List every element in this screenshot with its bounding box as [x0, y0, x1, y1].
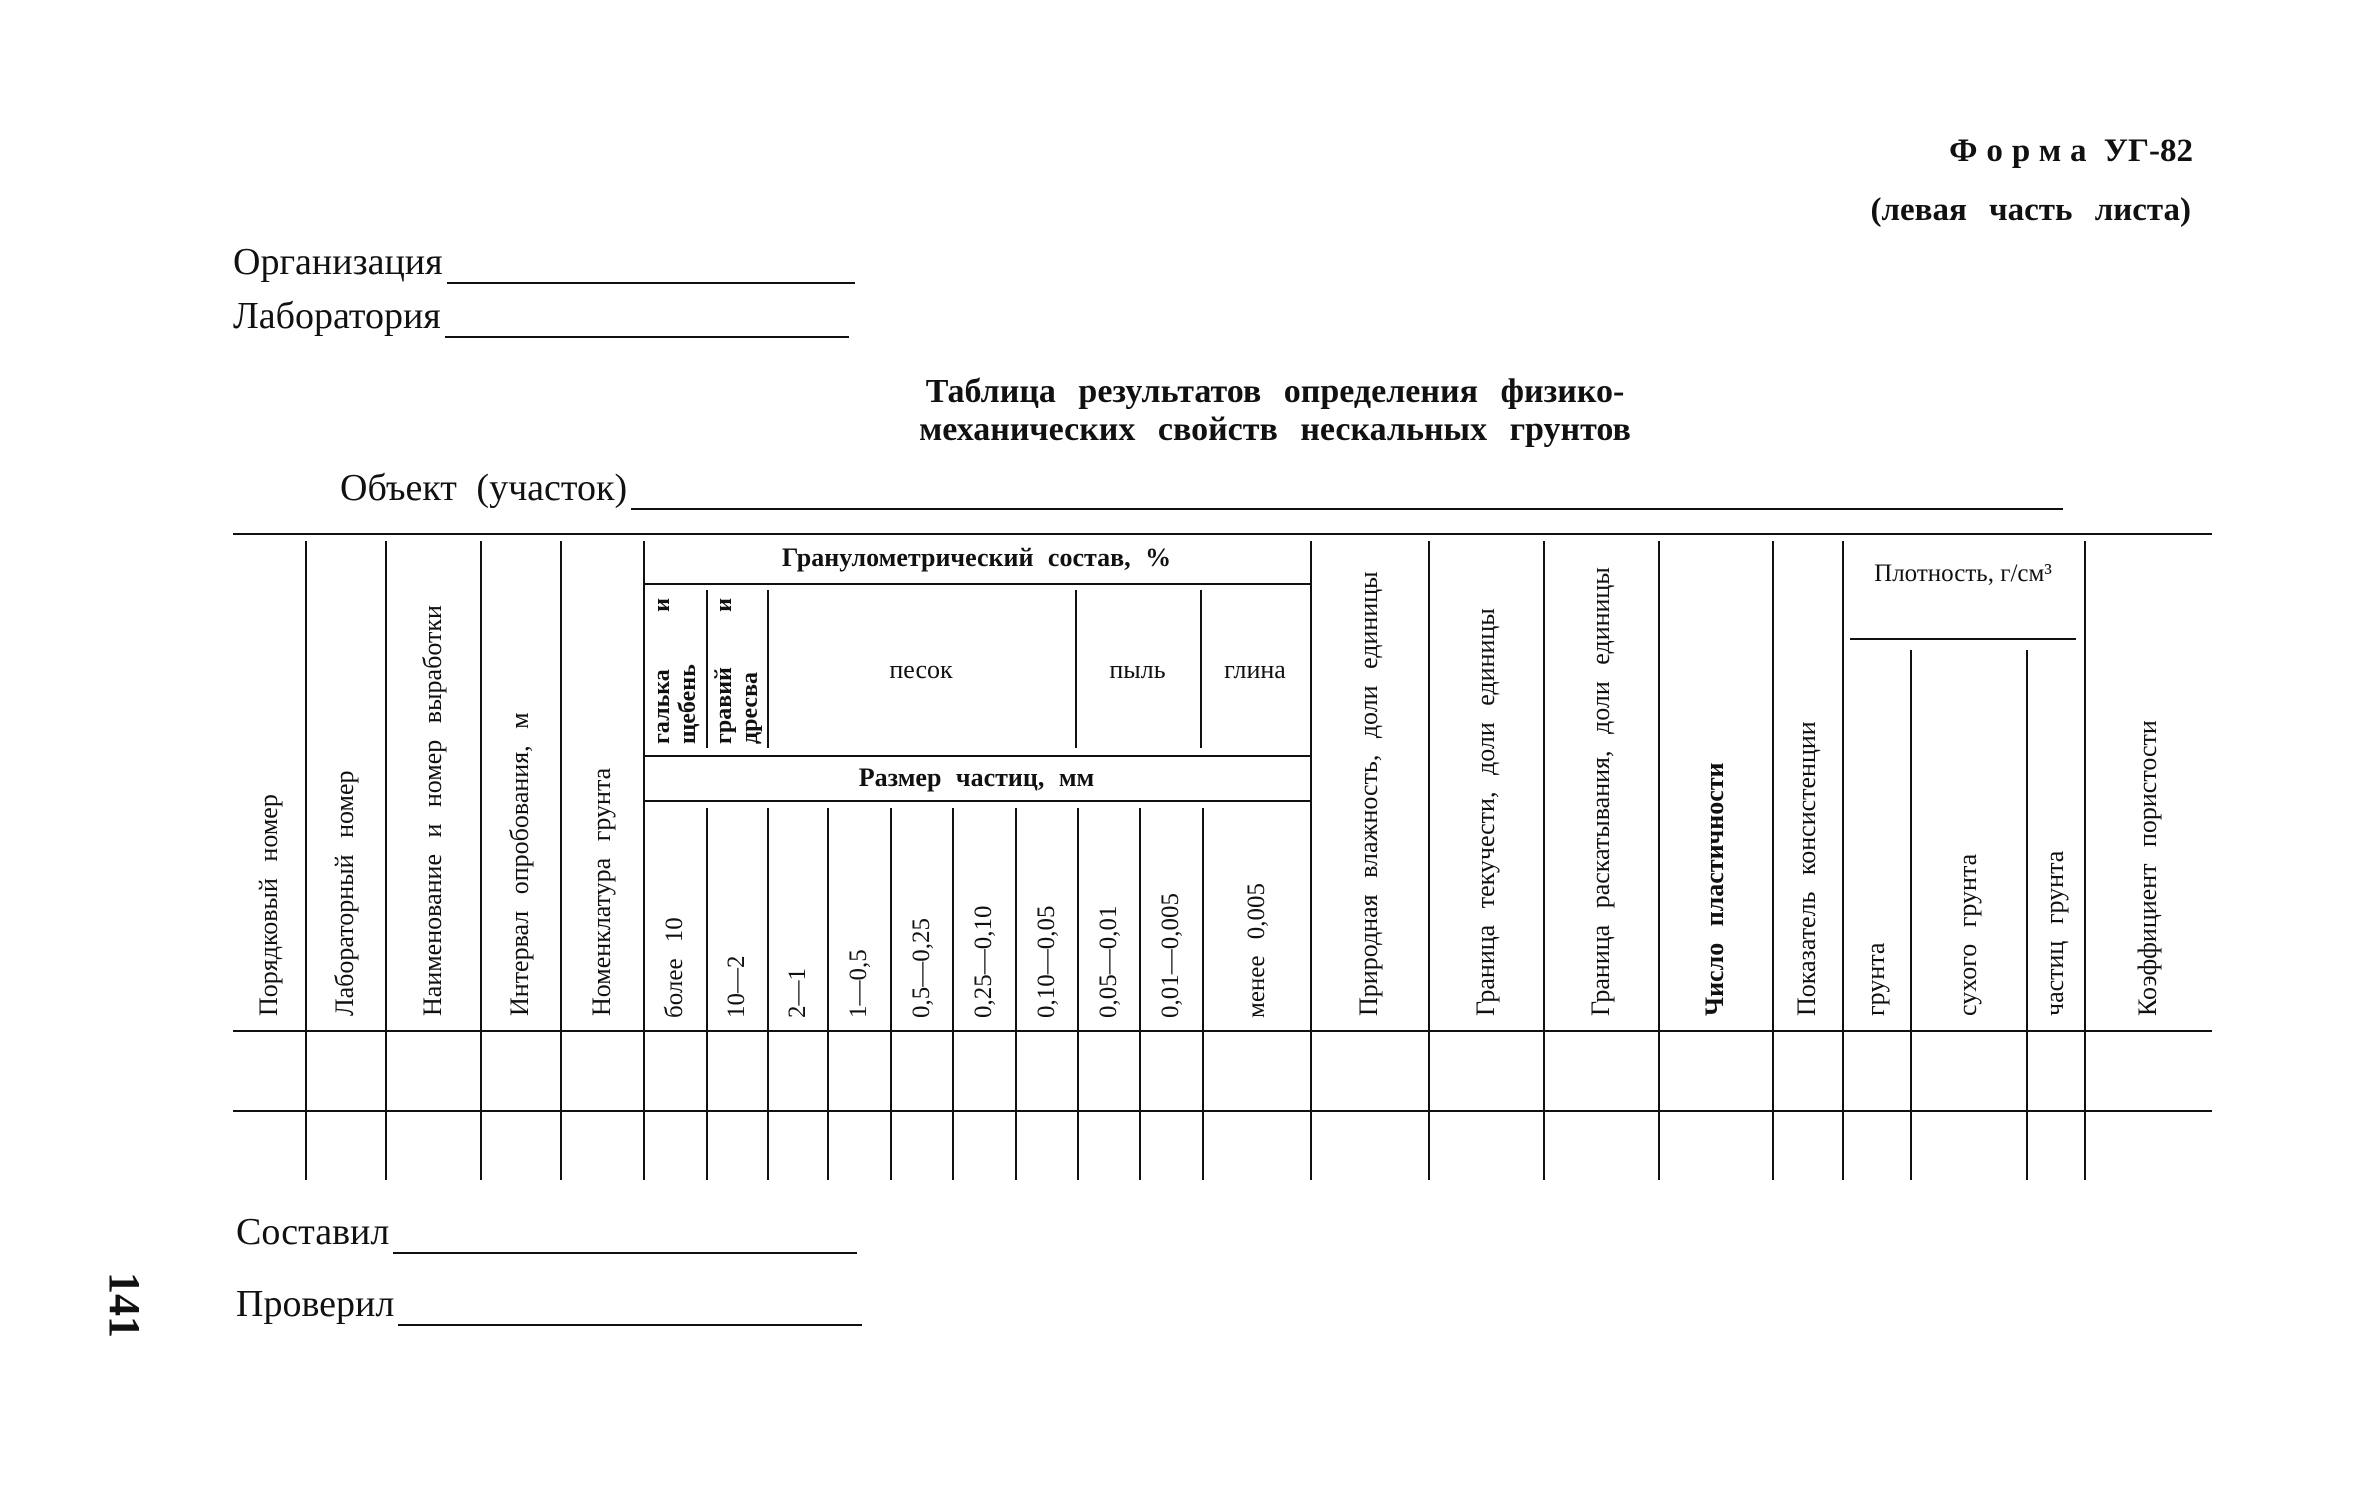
col-interval-label: Интервал опробования, м [505, 712, 534, 1016]
page-number: 141 [100, 1272, 149, 1338]
size-label-8-cell [1139, 808, 1202, 1026]
size-label-0-cell [643, 808, 706, 1026]
size-label-9: менее 0,005 [1242, 883, 1270, 1018]
col-plasticity-label-cell [1658, 543, 1772, 1024]
form-code [1949, 133, 2193, 170]
col-consistency-label-cell [1772, 543, 1842, 1024]
title-line-2: механических свойств нескальных грунтов [919, 411, 1631, 448]
density-header-rule [1850, 638, 2076, 640]
col-moisture-label-cell [1310, 543, 1428, 1024]
size-label-7: 0,05—0,01 [1094, 905, 1122, 1018]
size-label-4: 0,5—0,25 [907, 918, 935, 1018]
density-soil-label-cell [1842, 650, 1910, 1024]
object-input-line[interactable] [631, 478, 2063, 510]
col-liquid-label-cell [1428, 543, 1543, 1024]
clay-label: глина [1224, 655, 1286, 684]
laboratory-field [233, 294, 849, 338]
size-label-9-cell [1202, 808, 1310, 1026]
sand-label: песок [889, 655, 953, 684]
col-moisture-label: Природная влажность, доли единицы [1354, 571, 1383, 1016]
col-consistency-label: Показатель консистенции [1792, 721, 1821, 1016]
size-label-3: 1—0,5 [845, 949, 872, 1018]
size-label-1-cell [706, 808, 767, 1026]
size-label-2: 2—1 [783, 968, 811, 1018]
size-label-8: 0,01—0,005 [1157, 893, 1184, 1018]
col-serial-label: Порядковый номер [254, 794, 283, 1016]
size-label-4-cell [890, 808, 952, 1026]
col-interval-label-cell [480, 543, 560, 1024]
laboratory-label: Лаборатория [233, 295, 441, 337]
col-nomenclature-label-cell [560, 543, 643, 1024]
size-label-3-cell [827, 808, 890, 1026]
col-plastic-label-cell [1543, 543, 1658, 1024]
gravel-label-cell [706, 590, 767, 752]
object-label: Объект (участок) [340, 467, 628, 509]
compiled-by-label: Составил [236, 1211, 390, 1253]
size-label-5: 0,25—0,10 [970, 905, 997, 1018]
col-nomenclature-label: Номенклатура грунта [586, 767, 616, 1016]
col-name-label-cell [385, 543, 480, 1024]
pebble-label-cell [643, 590, 706, 752]
col-porosity-label: Коэффициент пористости [2133, 720, 2162, 1016]
col-serial-label-cell [233, 543, 305, 1024]
density-soil-label: грунта [1861, 942, 1890, 1016]
checked-by-field [236, 1282, 862, 1326]
gravel-label: гравий и дресва [710, 598, 763, 744]
laboratory-input-line[interactable] [445, 306, 849, 338]
pebble-label: галька и щебень [648, 598, 701, 744]
col-liquid-label: Граница текучести, доли единицы [1470, 608, 1500, 1016]
col-lab-label-cell [305, 543, 385, 1024]
size-label-7-cell [1077, 808, 1139, 1026]
density-particles-label: частиц грунта [2040, 850, 2069, 1016]
form-code-word: Форма [1949, 133, 2096, 169]
col-lab-label: Лабораторный номер [330, 770, 359, 1016]
size-label-1: 10—2 [723, 955, 750, 1018]
particle-size-label: Размер частиц, мм [858, 763, 1095, 792]
silt-label: пыль [1109, 655, 1166, 684]
table-top-rule [233, 533, 2212, 535]
col-plasticity-label: Число пластичности [1700, 762, 1729, 1016]
size-label-6: 0,10—0,05 [1032, 905, 1060, 1018]
granulometry-label: Гранулометрический состав, % [781, 543, 1172, 572]
checked-by-input-line[interactable] [398, 1294, 862, 1326]
title-line-1: Таблица результатов определения физико- [925, 373, 1625, 410]
col-name-label: Наименование и номер выработки [417, 605, 447, 1016]
density-particles-label-cell [2026, 650, 2084, 1024]
table-row-1-rule [233, 1110, 2212, 1112]
size-label-2-cell [767, 808, 827, 1026]
compiled-by-input-line[interactable] [393, 1222, 857, 1254]
size-label-6-cell [1015, 808, 1077, 1026]
organization-field [233, 240, 855, 284]
organization-input-line[interactable] [447, 252, 855, 284]
object-field [340, 466, 2063, 510]
col-plastic-label: Граница раскатывания, доли единицы [1585, 567, 1615, 1016]
compiled-by-field [236, 1210, 857, 1254]
size-label-5-cell [952, 808, 1015, 1026]
table-header-bottom-rule [233, 1030, 2212, 1032]
checked-by-label: Проверил [236, 1283, 395, 1325]
density-dry-label-cell [1910, 650, 2026, 1024]
density-dry-label: сухого грунта [1953, 853, 1982, 1016]
particle-size-header-rule [643, 800, 1310, 802]
form-code-number: УГ-82 [2103, 133, 2193, 169]
granulometry-header-rule [643, 583, 1310, 585]
form-subtitle: (левая часть листа) [1870, 192, 2191, 228]
fraction-header-rule [643, 755, 1310, 757]
size-label-0: более 10 [661, 917, 688, 1018]
organization-label: Организация [233, 241, 443, 283]
density-label: Плотность, г/см³ [1874, 560, 2052, 587]
col-porosity-label-cell [2084, 543, 2212, 1024]
table-title [700, 373, 1850, 449]
